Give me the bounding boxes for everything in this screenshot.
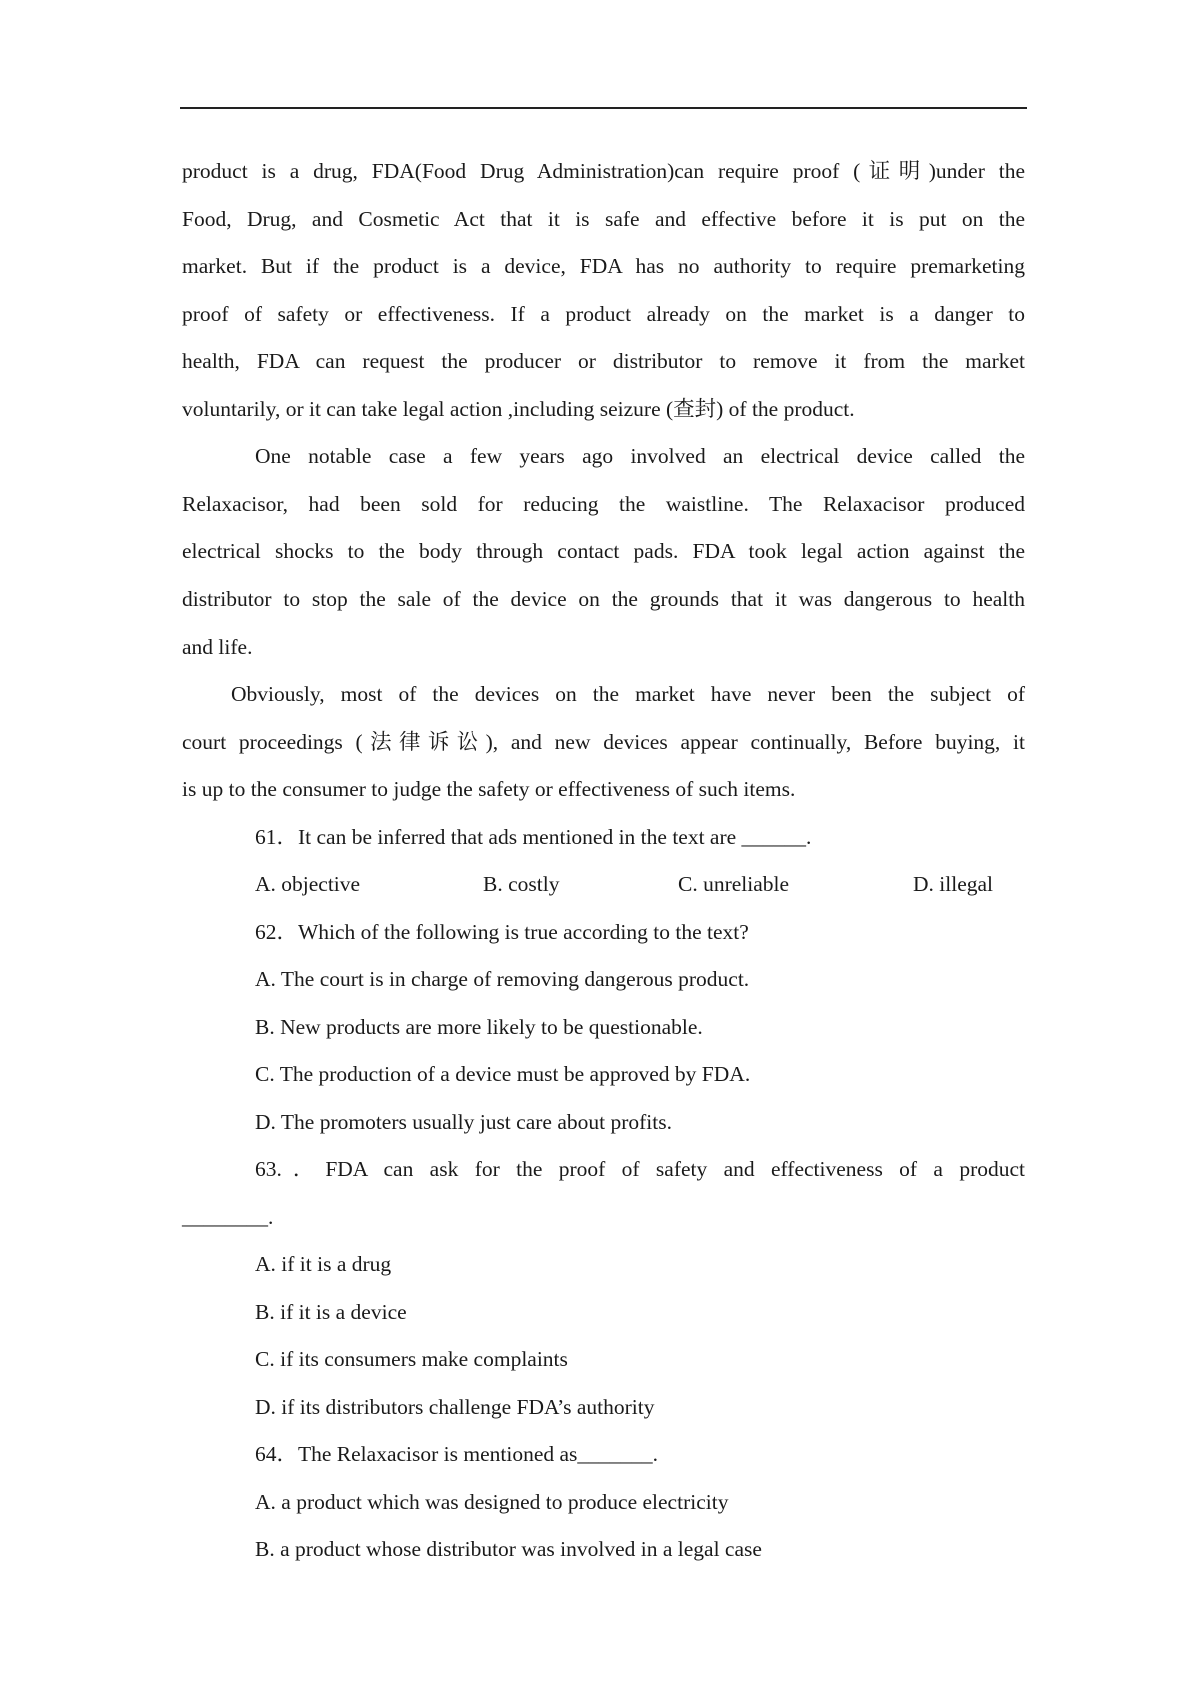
paragraph-2-line: Relaxacisor, had been sold for reducing the waistline. The Relaxacisor produced bbox=[182, 492, 1025, 516]
question-62-option-b: B. New products are more likely to be questionable. bbox=[255, 1015, 703, 1039]
question-62-option-a: A. The court is in charge of removing dangerous product. bbox=[255, 967, 750, 991]
header-rule bbox=[180, 107, 1027, 109]
question-63-option-d: D. if its distributors challenge FDA’s authority bbox=[255, 1395, 655, 1419]
paragraph-1-line: proof of safety or effectiveness. If a product already on the market is a danger to bbox=[182, 302, 1025, 326]
question-63-option-b: B. if it is a device bbox=[255, 1300, 407, 1324]
question-63-stem: 63.．FDA can ask for the proof of safety and effectiveness of a product bbox=[255, 1157, 1025, 1181]
paragraph-3-line: is up to the consumer to judge the safety or effectiveness of such items. bbox=[182, 777, 796, 801]
paragraph-3-line: court proceedings (法律诉讼), and new devices appear continually, Before buying, it bbox=[182, 730, 1025, 754]
question-63-option-a: A. if it is a drug bbox=[255, 1252, 392, 1276]
question-61-option-d: D. illegal bbox=[913, 872, 994, 896]
paragraph-3-line: Obviously, most of the devices on the market have never been the subject of bbox=[231, 682, 1025, 706]
question-61-stem: 61．It can be inferred that ads mentioned in the text are ______. bbox=[255, 825, 812, 849]
paragraph-2-line: electrical shocks to the body through contact pads. FDA took legal action against the bbox=[182, 539, 1025, 563]
question-61-option-c: C. unreliable bbox=[678, 872, 790, 896]
question-61-option-a: A. objective bbox=[255, 872, 361, 896]
question-62-option-c: C. The production of a device must be approved by FDA. bbox=[255, 1062, 751, 1086]
paragraph-2-line: distributor to stop the sale of the device on the grounds that it was dangerous to health bbox=[182, 587, 1025, 611]
paragraph-1-line: voluntarily, or it can take legal action ,including seizure (查封) of the product. bbox=[182, 397, 855, 421]
question-62-option-d: D. The promoters usually just care about profits. bbox=[255, 1110, 672, 1134]
question-62-stem: 62．Which of the following is true according to the text? bbox=[255, 920, 749, 944]
question-64-option-b: B. a product whose distributor was involved in a legal case bbox=[255, 1537, 762, 1561]
question-61-option-b: B. costly bbox=[483, 872, 560, 896]
paragraph-1-line: product is a drug, FDA(Food Drug Administration)can require proof (证明)under the bbox=[182, 159, 1025, 183]
paragraph-1-line: health, FDA can request the producer or distributor to remove it from the market bbox=[182, 349, 1025, 373]
paragraph-1-line: market. But if the product is a device, FDA has no authority to require premarketing bbox=[182, 254, 1025, 278]
question-64-option-a: A. a product which was designed to produce electricity bbox=[255, 1490, 729, 1514]
paragraph-2-line: One notable case a few years ago involved an electrical device called the bbox=[255, 444, 1025, 468]
question-64-stem: 64．The Relaxacisor is mentioned as_______. bbox=[255, 1442, 659, 1466]
paragraph-1-line: Food, Drug, and Cosmetic Act that it is safe and effective before it is put on the bbox=[182, 207, 1025, 231]
paragraph-2-line: and life. bbox=[182, 635, 253, 659]
question-63-blank: ________. bbox=[182, 1205, 274, 1229]
question-63-option-c: C. if its consumers make complaints bbox=[255, 1347, 568, 1371]
